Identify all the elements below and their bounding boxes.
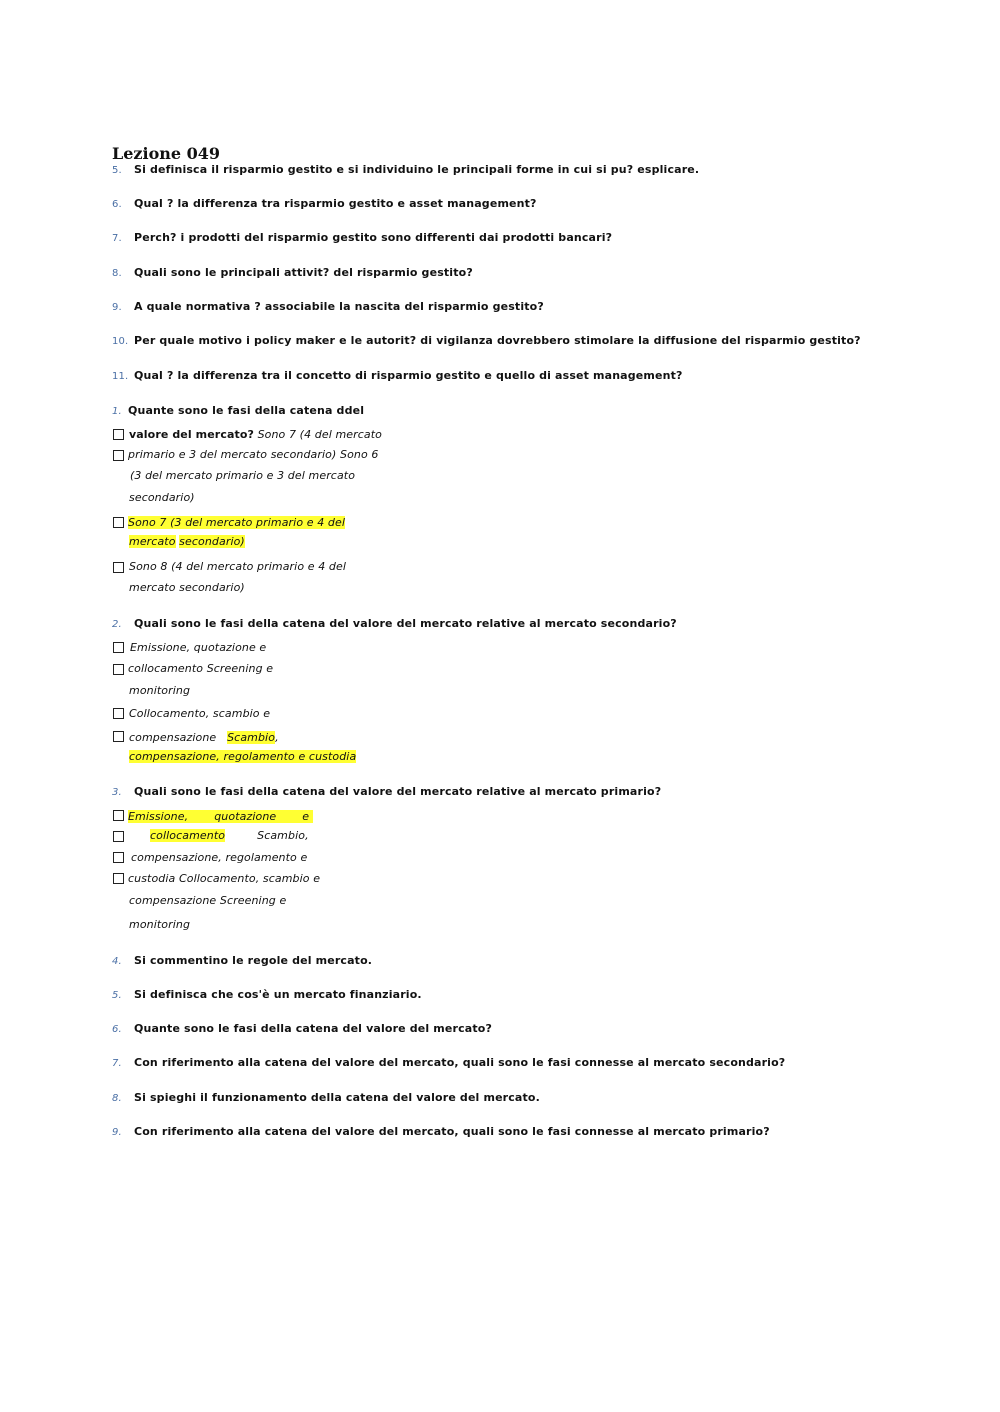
answer-text: , bbox=[275, 731, 279, 744]
answer-checkbox[interactable] bbox=[113, 450, 124, 461]
question-number: 5. bbox=[112, 990, 122, 1001]
question-text: Si definisca che cos'è un mercato finanziario. bbox=[134, 988, 422, 1001]
question-text: Si commentino le regole del mercato. bbox=[134, 954, 373, 967]
question-item bbox=[112, 334, 861, 347]
answer-text: secondario) bbox=[129, 491, 195, 504]
question-number: 6. bbox=[112, 199, 122, 210]
question-item bbox=[112, 1091, 540, 1104]
answer-text: compensazione bbox=[129, 731, 217, 744]
question-number: 4. bbox=[112, 956, 122, 967]
question-item bbox=[112, 197, 537, 210]
correct-answer-text: compensazione, regolamento e custodia bbox=[129, 750, 357, 763]
answer-checkbox[interactable] bbox=[113, 562, 124, 573]
question-item bbox=[112, 1022, 492, 1035]
answer-checkbox[interactable] bbox=[113, 810, 124, 821]
question-number: 10. bbox=[112, 336, 129, 347]
correct-answer-text: Emissione, bbox=[128, 810, 189, 823]
answer-checkbox[interactable] bbox=[113, 708, 124, 719]
answer-text: Collocamento, scambio e bbox=[129, 707, 271, 720]
question-item bbox=[112, 369, 683, 382]
question-item bbox=[112, 1056, 785, 1069]
correct-answer-text: quotazione bbox=[214, 810, 277, 823]
question-item bbox=[112, 231, 612, 244]
question-item bbox=[112, 266, 473, 279]
question-text: Quante sono le fasi della catena del valore del mercato? bbox=[134, 1022, 492, 1035]
correct-answer-text: secondario) bbox=[179, 535, 245, 548]
mc-question-1 bbox=[112, 404, 364, 417]
answer-text: Sono 7 (4 del mercato bbox=[253, 428, 382, 441]
answer-text: Scambio, bbox=[257, 829, 309, 842]
question-text: Si spieghi il funzionamento della catena del valore del mercato. bbox=[134, 1091, 540, 1104]
question-text: Quali sono le fasi della catena del valore del mercato relative al mercato secondario? bbox=[134, 617, 677, 630]
answer-line bbox=[129, 731, 279, 744]
question-number: 5. bbox=[112, 165, 122, 176]
question-number: 11. bbox=[112, 371, 129, 382]
question-text: Quante sono le fasi della catena ddel bbox=[128, 404, 365, 417]
correct-answer-text: collocamento bbox=[150, 829, 226, 842]
answer-text: Sono 8 (4 del mercato primario e 4 del bbox=[129, 560, 347, 573]
answer-checkbox[interactable] bbox=[113, 873, 124, 884]
answer-text: monitoring bbox=[129, 918, 191, 931]
answer-line bbox=[129, 428, 382, 441]
correct-answer-text: e bbox=[302, 810, 310, 823]
answer-text: monitoring bbox=[129, 684, 191, 697]
answer-checkbox[interactable] bbox=[113, 852, 124, 863]
answer-checkbox[interactable] bbox=[113, 429, 124, 440]
question-item bbox=[112, 1125, 770, 1138]
question-number: 7. bbox=[112, 1058, 122, 1069]
correct-answer-text: Sono 7 (3 del mercato primario e 4 del bbox=[128, 516, 346, 529]
answer-text: Emissione, quotazione e bbox=[130, 641, 267, 654]
question-text: A quale normativa ? associabile la nascita del risparmio gestito? bbox=[134, 300, 544, 313]
question-item bbox=[112, 163, 699, 176]
mc-question-3 bbox=[112, 785, 661, 798]
question-number: 7. bbox=[112, 233, 122, 244]
mc-question-2 bbox=[112, 617, 677, 630]
answer-text: compensazione, regolamento e bbox=[131, 851, 308, 864]
correct-answer-text: mercato bbox=[129, 535, 176, 548]
answer-text: mercato secondario) bbox=[129, 581, 245, 594]
question-text: Qual ? la differenza tra il concetto di risparmio gestito e quello di asset management? bbox=[134, 369, 683, 382]
correct-answer-line bbox=[128, 810, 313, 823]
question-number: 6. bbox=[112, 1024, 122, 1035]
question-number: 8. bbox=[112, 268, 122, 279]
correct-answer-text: Scambio bbox=[227, 731, 276, 744]
answer-text: collocamento Screening e bbox=[128, 662, 274, 675]
question-text: Con riferimento alla catena del valore del mercato, quali sono le fasi connesse al mercato primario? bbox=[134, 1125, 770, 1138]
question-item bbox=[112, 988, 422, 1001]
question-text: Si definisca il risparmio gestito e si individuino le principali forme in cui si pu? esplicare. bbox=[134, 163, 700, 176]
question-item bbox=[112, 300, 544, 313]
answer-line bbox=[150, 829, 309, 842]
question-text: Per quale motivo i policy maker e le autorit? di vigilanza dovrebbero stimolare la diffusione del risparmio gestito? bbox=[134, 334, 861, 347]
page-title: Lezione 049 bbox=[112, 144, 221, 163]
correct-answer-line bbox=[129, 535, 245, 548]
question-text: Quali sono le fasi della catena del valore del mercato relative al mercato primario? bbox=[134, 785, 662, 798]
question-item bbox=[112, 954, 372, 967]
answer-text: primario e 3 del mercato secondario) Sono 6 bbox=[128, 448, 379, 461]
question-text-continued: valore del mercato? bbox=[129, 428, 254, 441]
question-number: 3. bbox=[112, 787, 122, 798]
question-number: 8. bbox=[112, 1093, 122, 1104]
question-text: Qual ? la differenza tra risparmio gestito e asset management? bbox=[134, 197, 537, 210]
question-text: Perch? i prodotti del risparmio gestito sono differenti dai prodotti bancari? bbox=[134, 231, 613, 244]
answer-checkbox[interactable] bbox=[113, 642, 124, 653]
question-number: 9. bbox=[112, 302, 122, 313]
question-number: 2. bbox=[112, 619, 122, 630]
answer-text: (3 del mercato primario e 3 del mercato bbox=[130, 469, 356, 482]
answer-text: custodia Collocamento, scambio e bbox=[128, 872, 321, 885]
answer-checkbox[interactable] bbox=[113, 731, 124, 742]
answer-text: compensazione Screening e bbox=[129, 894, 287, 907]
question-number: 1. bbox=[112, 406, 122, 417]
question-number: 9. bbox=[112, 1127, 122, 1138]
question-text: Quali sono le principali attivit? del risparmio gestito? bbox=[134, 266, 473, 279]
answer-checkbox[interactable] bbox=[113, 664, 124, 675]
answer-checkbox[interactable] bbox=[113, 831, 124, 842]
answer-checkbox[interactable] bbox=[113, 517, 124, 528]
question-text: Con riferimento alla catena del valore del mercato, quali sono le fasi connesse al mercato secondario? bbox=[134, 1056, 786, 1069]
